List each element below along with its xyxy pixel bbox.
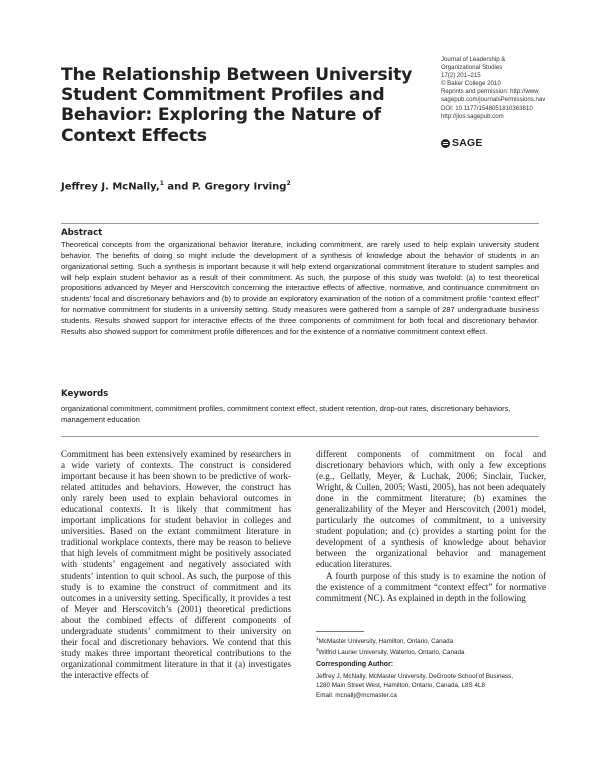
corresponding-author-line: Jeffrey J. McNally, McMaster University, DeGroote School of Business, [316, 673, 514, 680]
divider [61, 436, 539, 437]
body-paragraph: A fourth purpose of this study is to examine the notion of the existence of a commitment “context effect” for normative commitment (NC). As explained in depth in the following [316, 570, 546, 603]
corresponding-author-details [316, 672, 556, 700]
body-paragraph: different components of commitment on focal and discretionary behaviors which, with only a few exceptions (e.g., Gellatly, Meyer, & Luchak, 2006; Sinclair, Tucker, Wright, & Cullen, 2005; Wasti, 2005), has not been adequately done in the commitment literature; (b) examines the generalizability of the Meyer and Herscovitch (2001) model, particularly the outcomes of commitment, to a university student population; and (c) provides a starting point for the development of a synthesis of knowledge about behavior between the organizational behavior and management education literatures. [316, 449, 546, 570]
footnote-divider [316, 631, 364, 632]
corresponding-author-line: 1280 Main Street West, Hamilton, Ontario, Canada, L8S 4L8 [316, 682, 485, 690]
affiliation-mark: 1 [159, 180, 164, 187]
journal-metadata [441, 56, 591, 121]
author-name: and P. Gregory Irving [163, 181, 287, 193]
corresponding-author-heading: Corresponding Author: [316, 661, 394, 668]
affiliation-mark: 2 [286, 180, 291, 187]
affiliation-number: 2 [316, 647, 319, 652]
abstract-text: Theoretical concepts from the organizational behavior literature, including commitment, are rarely used to help explain university student behavior. The benefits of doing so might include the development of a synthesis of knowledge about the behavior of students in an organizational setting. Such a synthesis is important because it will help extend organizational commitment literature to student samples and will help explain student behavior as a result of their commitment. As such, the purpose of this study was twofold: (a) to test theoretical propositions advanced by Meyer and Herscovitch concerning the interactive effects of affective, normative, and continuance commitment on students’ focal and discretionary behaviors and (b) to provide an exploratory examination of the notion of a commitment profile “context effect” for normative commitment for students in a university setting. Study measures were gathered from a sample of 287 undergraduate business students. Results showed support for interactive effects of the three components of commitment for both focal and discretionary behavior. Results also showed support for commitment profile differences and for the existence of a normative commitment context effect. [61, 240, 539, 336]
body-paragraph: Commitment has been extensively examined by researchers in a wide variety of contexts. The construct is considered important because it has been shown to be predictive of work-related attitudes and behaviors. However, the construct has only rarely been used to explain behavioral outcomes in educational contexts. It is likely that commitment has important implications for student behavior in colleges and universities. Based on the extant commitment literature in traditional workplace contexts, there may be reason to believe that high levels of commitment might be positively associated with students’ engagement and negatively associated with students’ intention to quit school. As such, the purpose of this study is to examine the construct of commitment and its outcomes in a university setting. Specifically, it provides a test of Meyer and Herscovitch’s (2001) theoretical predictions about the combined effects of different components of undergraduate students’ commitment to their university on their focal and discretionary behaviors. We contend that this study makes three important theoretical contributions to the organizational commitment literature in that it (a) investigates the interactive effects of [61, 449, 291, 680]
journal-meta-line: DOI: 10.1177/1548051810363810 [441, 104, 533, 112]
journal-meta-line: Journal of Leadership & [441, 56, 506, 63]
author-name: Jeffrey J. McNally, [61, 181, 160, 193]
journal-meta-line: http://jlos.sagepub.com [441, 112, 504, 120]
sage-logo [441, 137, 483, 149]
journal-meta-line: Reprints and permission: http://www. [441, 88, 540, 96]
sage-logo-icon [441, 139, 450, 148]
affiliation-text: McMaster University, Hamilton, Ontario, Canada [318, 638, 454, 646]
affiliation [316, 645, 546, 657]
journal-meta-line: 17(2) 201–215 [441, 72, 481, 80]
author-line [61, 180, 291, 192]
journal-meta-line: sagepub.com/journalsPermissions.nav [441, 96, 546, 104]
article-title: The Relationship Between University Student Commitment Profiles and Behavior: Exploring the Nature of Context Effects [61, 65, 413, 146]
abstract-heading: Abstract [61, 228, 103, 238]
affiliation-number: 1 [316, 636, 319, 641]
body-column-right [316, 449, 546, 604]
publisher-name: SAGE [452, 137, 483, 149]
body-column-left [61, 449, 291, 681]
divider [61, 223, 539, 224]
journal-meta-line: Organizational Studies [441, 64, 503, 72]
journal-meta-line: © Baker College 2010 [441, 80, 501, 88]
keywords-text: organizational commitment, commitment profiles, commitment context effect, student retention, drop-out rates, discretionary behaviors, management education [61, 404, 511, 424]
affiliation-text: Wilfrid Laurier University, Waterloo, Ontario, Canada [318, 649, 465, 657]
keywords-heading: Keywords [61, 389, 109, 399]
corresponding-author-email: Email: mcnallj@mcmaster.ca [316, 691, 397, 699]
